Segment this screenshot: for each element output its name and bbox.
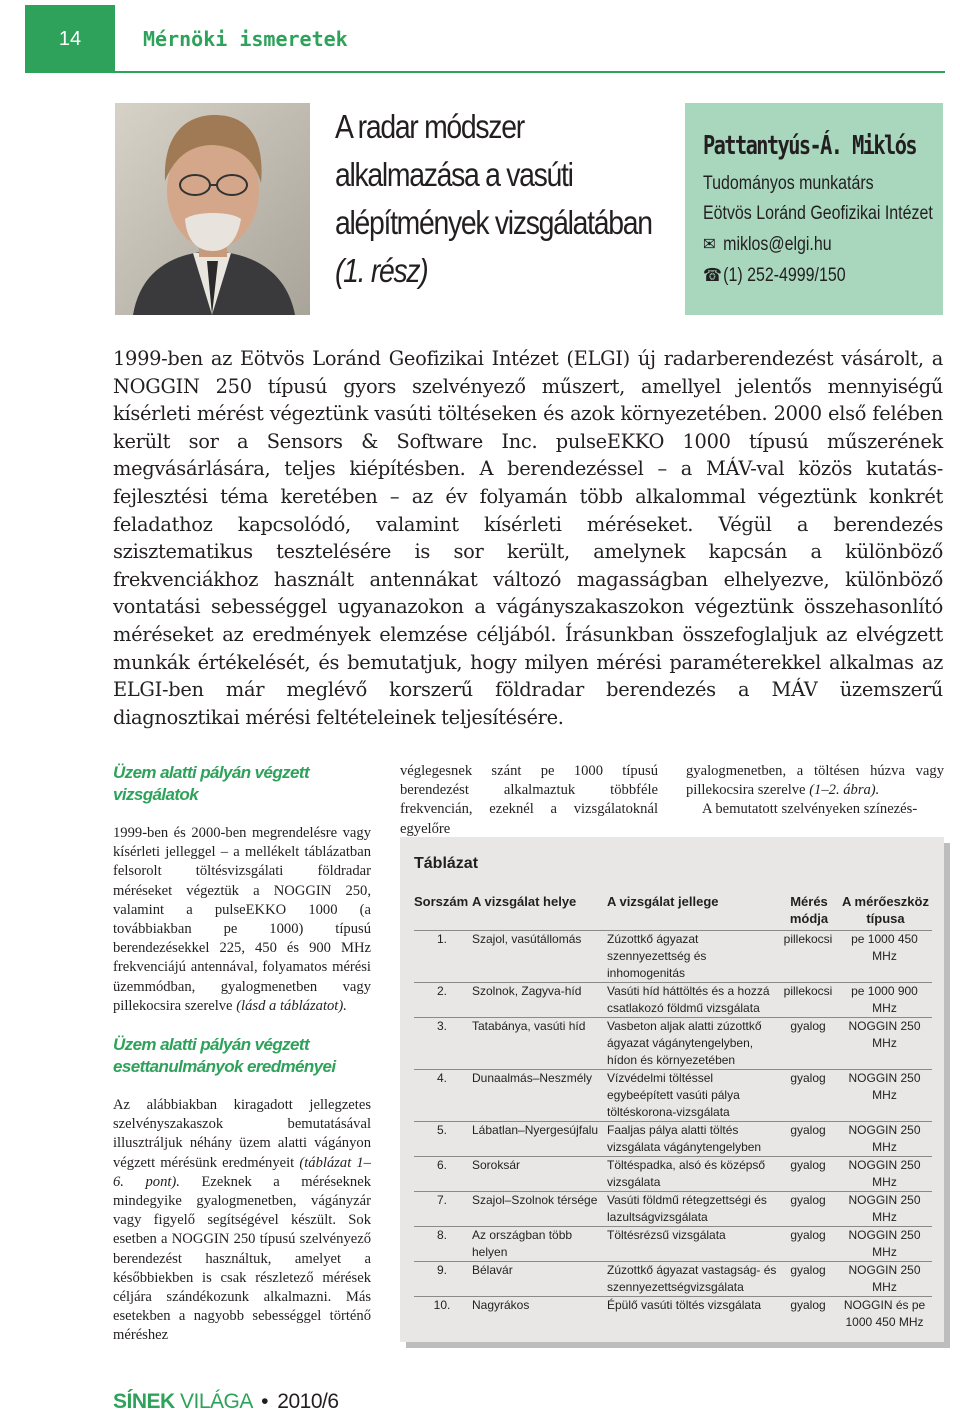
phone-icon: ☎ [703, 265, 722, 285]
cell-jelleg: Faaljas pálya alatti töltés vizsgálata vágánytengelyben [607, 1123, 762, 1154]
cell-hely: Szajol–Szolnok térsége [472, 1193, 598, 1207]
table-row [414, 1262, 932, 1297]
footer-brand-light: VILÁGA [180, 1390, 252, 1413]
cell-meroeszkoz: pe 1000 900 MHz [851, 984, 918, 1015]
title-line-2: alkalmazása a vasúti [335, 156, 573, 193]
cell-sorszam: 5. [436, 1123, 447, 1137]
cell-meroeszkoz: NOGGIN és pe 1000 450 MHz [843, 1298, 926, 1329]
column-1 [113, 762, 371, 1364]
author-email-row[interactable] [703, 229, 905, 260]
article-part: (1. rész) [335, 252, 428, 289]
cell-jelleg: Töltésrézsű vizsgálata [607, 1228, 726, 1242]
cell-hely: Bélavár [472, 1263, 513, 1277]
cell-sorszam: 10. [433, 1298, 451, 1312]
cell-sorszam: 7. [436, 1193, 447, 1207]
cell-meres-modja: gyalog [790, 1019, 826, 1033]
author-name: Pattantyús-Á. Miklós [703, 131, 917, 161]
cell-jelleg: Vasúti híd háttöltés és a hozzá csatlakozó földmű vizsgálata [607, 984, 770, 1015]
cell-sorszam: 8. [436, 1228, 447, 1242]
heading-vizsgalatok: Üzem alatti pályán végzett vizsgálatok [113, 763, 310, 804]
survey-table [414, 893, 932, 1331]
cell-jelleg: Zúzottkő ágyazat vastagság- és szennyezettségvizsgálata [607, 1263, 777, 1294]
cell-jelleg: Épülő vasúti töltés vizsgálata [607, 1298, 762, 1312]
table-row [414, 1157, 932, 1192]
col1-para2b: Ezeknek a méréseknek mindegyike gyalogmenetben, vágányzár vagy figyelő segítségével készült. Sok esetben a NOGGIN 250 típusú szelvényező berendezést használtuk, amelyet a későbbiekben is csak részletező mérések céljára szándékozunk alkalmazni. Más esetekben a nagyobb sebességgel történő méréshez [113, 1173, 371, 1344]
page-number: 14 [25, 5, 115, 73]
cell-jelleg: Vasúti földmű rétegzettségi és lazultságvizsgálata [607, 1193, 767, 1224]
portrait-illustration [115, 103, 310, 315]
table-row [414, 1018, 932, 1070]
col1-para1-ref: (lásd a táblázatot). [236, 997, 347, 1014]
cell-meres-modja: pillekocsi [783, 984, 833, 998]
table-row [414, 1070, 932, 1122]
author-institute: Eötvös Loránd Geofizikai Intézet [703, 203, 933, 224]
author-phone: (1) 252-4999/150 [723, 265, 846, 286]
cell-meroeszkoz: NOGGIN 250 MHz [848, 1071, 921, 1102]
lead-paragraph: 1999-ben az Eötvös Loránd Geofizikai Intézet (ELGI) új radarberendezést vásárolt, a NOGGIN 250 típusú gyors szelvényező műszert, amellyel jelentős mennyiségű kísérleti mérést végeztünk vasúti töltéseken és azok környezetében. 2000 első felében került sor a Sensors & Software Inc. pulseEKKO 1000 típusú műszerének megvásárlására, teljes kiépítésben. A berendezéssel – a MÁV-val közös kutatás-fejlesztési téma keretében – az év folyamán több alkalommal végeztünk konkrét feladathoz kapcsolódó, valamint kísérleti méréseket. Végül a berendezés szisztematikus tesztelésére is sor került, amelynek kapcsán a különböző frekvenciákhoz használt antennákat változó magasságban elhelyezve, különböző vontatási sebességgel ugyanazokon a vágányszakaszokon végeztünk összehasonlító méréseket az eredmények elemzése céljából. Írásunkban összefoglaljuk az elvégzett munkák értékelését, és bemutatjuk, hogy milyen mérési paraméterekkel alkalmas az ELGI-ben már meglévő korszerű földradar berendezés a MÁV üzemszerű diagnosztikai mérési feltételeinek teljesítésére. [113, 347, 943, 729]
table-row [414, 1297, 932, 1332]
col1-paragraph-2 [113, 1096, 371, 1346]
cell-jelleg: Vízvédelmi töltéssel egybeépített vasúti pálya töltéskorona-vizsgálata [607, 1071, 740, 1119]
col2-paragraph: véglegesnek szánt pe 1000 típusú berendezést alkalmaztuk többféle frekvencián, ezeknél a vizsgálatoknál egyelőre [400, 763, 658, 837]
col3-text1: gyalogmenetben, a töltésen húzva vagy pillekocsira szerelve [686, 763, 944, 799]
table-header-row [414, 893, 932, 931]
cell-sorszam: 3. [436, 1019, 447, 1033]
cell-hely: Dunaalmás–Neszmély [472, 1071, 593, 1085]
cell-meroeszkoz: NOGGIN 250 MHz [848, 1193, 921, 1224]
col3-paragraph-2: A bemutatott szelvényeken színezés- [702, 801, 918, 818]
table-row [414, 1227, 932, 1262]
cell-hely: Soroksár [472, 1158, 521, 1172]
col1-para2-ref: (táblázat 1–6. pont). [113, 1154, 371, 1190]
cell-meroeszkoz: NOGGIN 250 MHz [848, 1263, 921, 1294]
column-3 [686, 762, 944, 820]
header-sorszam: Sorszám [414, 894, 469, 909]
heading-esettanulmanyok: Üzem alatti pályán végzett esettanulmányok eredményei [113, 1035, 336, 1077]
col3-ref: (1–2. ábra). [809, 782, 880, 799]
cell-sorszam: 6. [436, 1158, 447, 1172]
author-box [685, 103, 943, 315]
footer-separator: • [261, 1390, 268, 1413]
header-meres-modja: Mérés módja [789, 894, 829, 926]
cell-meres-modja: pillekocsi [783, 932, 833, 946]
cell-meroeszkoz: NOGGIN 250 MHz [848, 1228, 921, 1259]
section-title: Mérnöki ismeretek [115, 5, 945, 73]
cell-jelleg: Vasbeton aljak alatti zúzottkő ágyazat vágánytengelyben, hídon és környezetében [607, 1019, 762, 1067]
table-row [414, 983, 932, 1018]
cell-meroeszkoz: NOGGIN 250 MHz [848, 1158, 921, 1189]
cell-meres-modja: gyalog [790, 1228, 826, 1242]
table-row [414, 931, 932, 983]
footer-brand-bold: SÍNEK [113, 1390, 175, 1413]
cell-hely: Nagyrákos [472, 1298, 530, 1312]
col1-paragraph-1 [113, 824, 371, 1016]
cell-jelleg: Zúzottkő ágyazat szennyezettség és inhomogenitás [607, 932, 707, 980]
table-caption: Táblázat [414, 855, 479, 872]
footer-issue: 2010/6 [277, 1390, 339, 1413]
cell-meres-modja: gyalog [790, 1298, 826, 1312]
cell-hely: Szolnok, Zagyva-híd [472, 984, 582, 998]
cell-meres-modja: gyalog [790, 1193, 826, 1207]
article-title [335, 103, 670, 295]
col1-para2a: Az alábbiakban kiragadott jellegzetes szelvényszakaszok bemutatásával illusztráljuk néhány üzem alatti vágányon végzett mérésünk eredményeit [113, 1097, 371, 1171]
cell-hely: Az országban több helyen [472, 1228, 573, 1259]
cell-hely: Tatabánya, vasúti híd [472, 1019, 586, 1033]
survey-table-box [400, 837, 944, 1342]
author-portrait [115, 103, 310, 315]
cell-meres-modja: gyalog [790, 1123, 826, 1137]
table-row [414, 1192, 932, 1227]
title-line-3: alépítmények vizsgálatában [335, 204, 652, 241]
author-role: Tudományos munkatárs [703, 173, 874, 194]
cell-sorszam: 4. [436, 1071, 447, 1085]
title-line-1: A radar módszer [335, 108, 524, 145]
col3-paragraph-1 [686, 762, 944, 800]
cell-meres-modja: gyalog [790, 1263, 826, 1277]
header-jelleg: A vizsgálat jellege [607, 894, 719, 909]
cell-jelleg: Töltéspadka, alsó és középső vizsgálata [607, 1158, 766, 1189]
cell-hely: Szajol, vasútállomás [472, 932, 582, 946]
cell-sorszam: 1. [436, 932, 447, 946]
cell-sorszam: 9. [436, 1263, 447, 1277]
cell-sorszam: 2. [436, 984, 447, 998]
cell-meres-modja: gyalog [790, 1158, 826, 1172]
table-row [414, 1122, 932, 1157]
cell-meroeszkoz: NOGGIN 250 MHz [848, 1019, 921, 1050]
col1-para1-text: 1999-ben és 2000-ben megrendelésre vagy kísérleti jelleggel – a mellékelt táblázatban felsorolt töltésvizsgálati földradar méréseket végeztük a NOGGIN 250, valamint a pulseEKKO 1000 (a továbbiakban pe 1000) típusú berendezésekkel 225, 450 és 900 MHz frekvenciájú antennával, folyamatos mérési üzemmódban, gyalogmenetben vagy pillekocsira szerelve [113, 825, 371, 1014]
envelope-icon: ✉ [703, 234, 716, 254]
cell-meroeszkoz: pe 1000 450 MHz [851, 932, 918, 963]
footer-brand [113, 1390, 339, 1414]
header-hely: A vizsgálat helye [472, 894, 577, 909]
cell-hely: Lábatlan–Nyergesújfalu [472, 1123, 599, 1137]
author-phone-row [703, 260, 905, 291]
table-body [414, 931, 932, 1332]
author-email[interactable]: miklos@elgi.hu [723, 234, 832, 255]
cell-meres-modja: gyalog [790, 1071, 826, 1085]
header-meroeszkoz: A mérőeszköz típusa [842, 894, 929, 926]
cell-meroeszkoz: NOGGIN 250 MHz [848, 1123, 921, 1154]
